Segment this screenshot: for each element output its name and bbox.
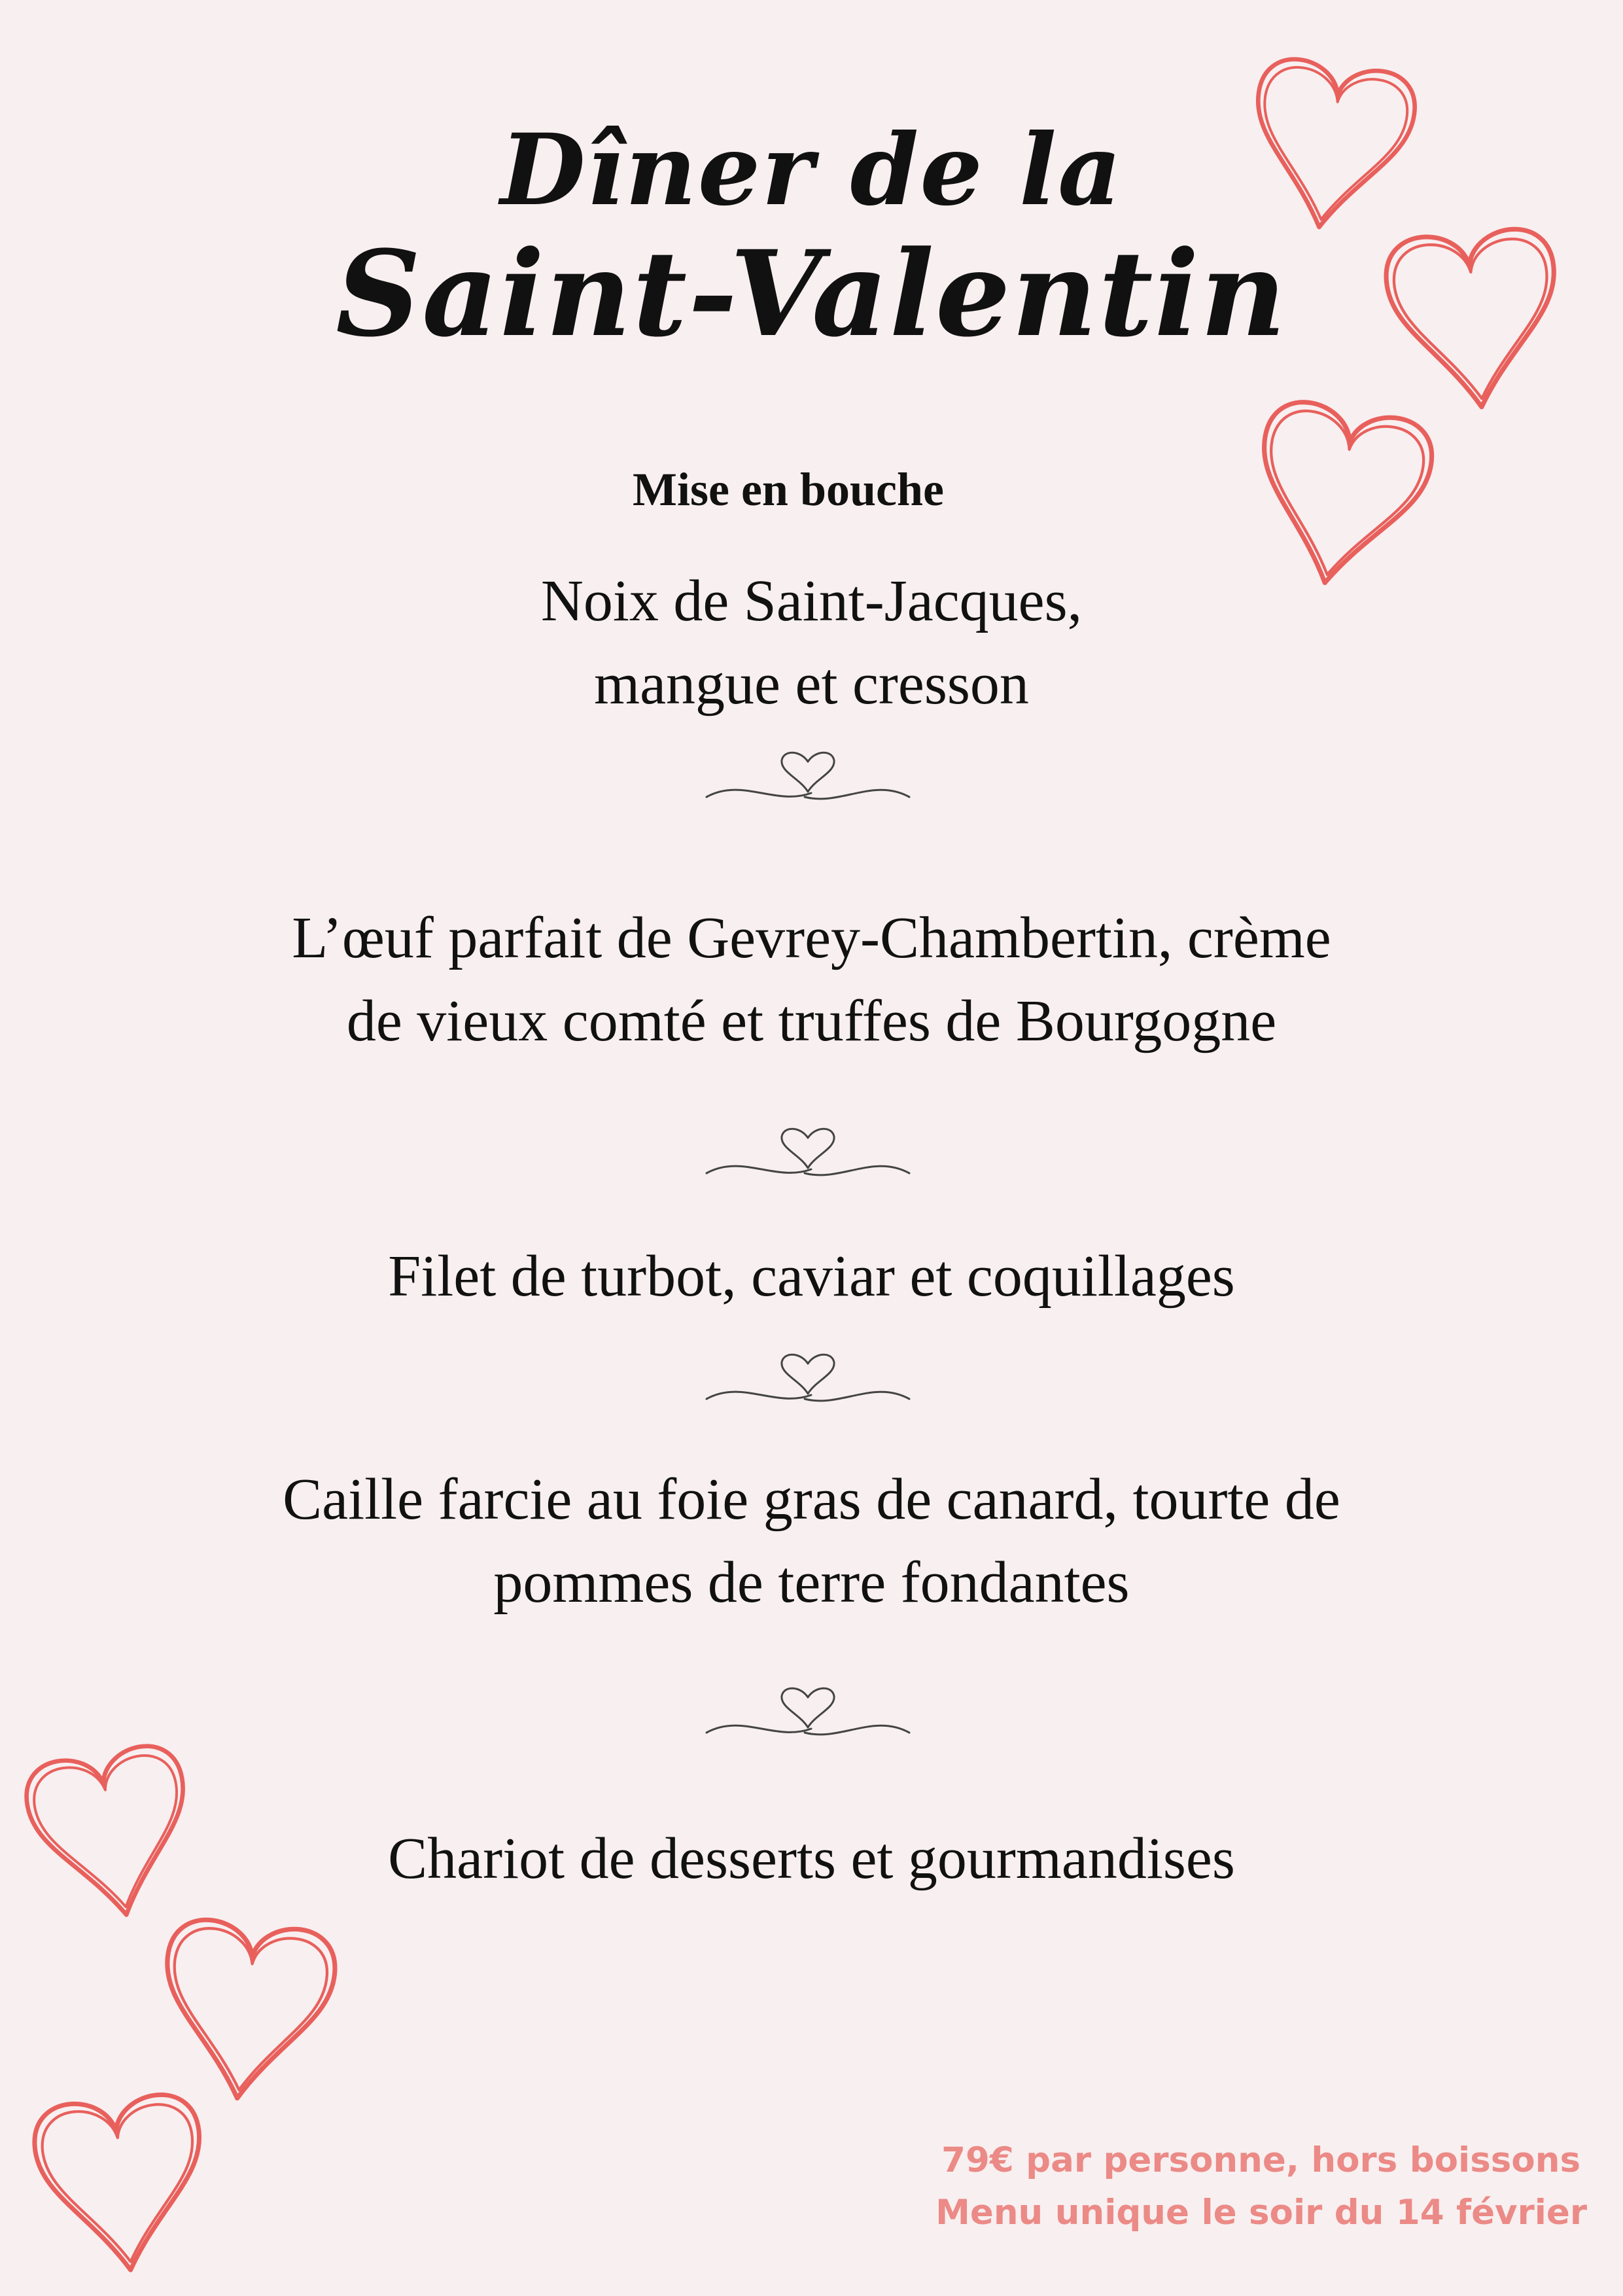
- dish-4-line-2: pommes de terre fondantes: [493, 1550, 1130, 1615]
- dish-4: [0, 1458, 1623, 1624]
- menu-note: Menu unique le soir du 14 février: [935, 2193, 1587, 2233]
- title-line-2: Saint-Valentin: [336, 225, 1287, 363]
- heart-outline-icon: [20, 2072, 222, 2286]
- heart-divider-icon: [703, 746, 913, 818]
- course-subtitle: Mise en bouche: [633, 463, 944, 516]
- dish-3: [0, 1235, 1623, 1318]
- title-line-1: Dîner de la: [500, 113, 1123, 228]
- dish-5: [0, 1817, 1623, 1900]
- heart-divider-icon: [703, 1122, 913, 1194]
- heart-outline-icon: [1230, 378, 1452, 604]
- price-note: 79€ par personne, hors boissons: [941, 2140, 1580, 2180]
- heart-divider-icon: [703, 1682, 913, 1754]
- heart-outline-icon: [1371, 198, 1576, 430]
- dish-4-line-1: Caille farcie au foie gras de canard, tourte de: [283, 1467, 1340, 1532]
- dish-3-line-1: Filet de turbot, caviar et coquillages: [388, 1244, 1235, 1309]
- dish-1-line-1: Noix de Saint-Jacques,: [540, 569, 1083, 633]
- dish-2-line-2: de vieux comté et truffes de Bourgogne: [346, 989, 1277, 1053]
- dish-5-line-1: Chariot de desserts et gourmandises: [388, 1826, 1235, 1891]
- dish-2: [0, 896, 1623, 1063]
- dish-1-line-2: mangue et cresson: [594, 652, 1029, 716]
- heart-divider-icon: [703, 1348, 913, 1420]
- dish-2-line-1: L’œuf parfait de Gevrey-Chambertin, crème: [292, 906, 1331, 970]
